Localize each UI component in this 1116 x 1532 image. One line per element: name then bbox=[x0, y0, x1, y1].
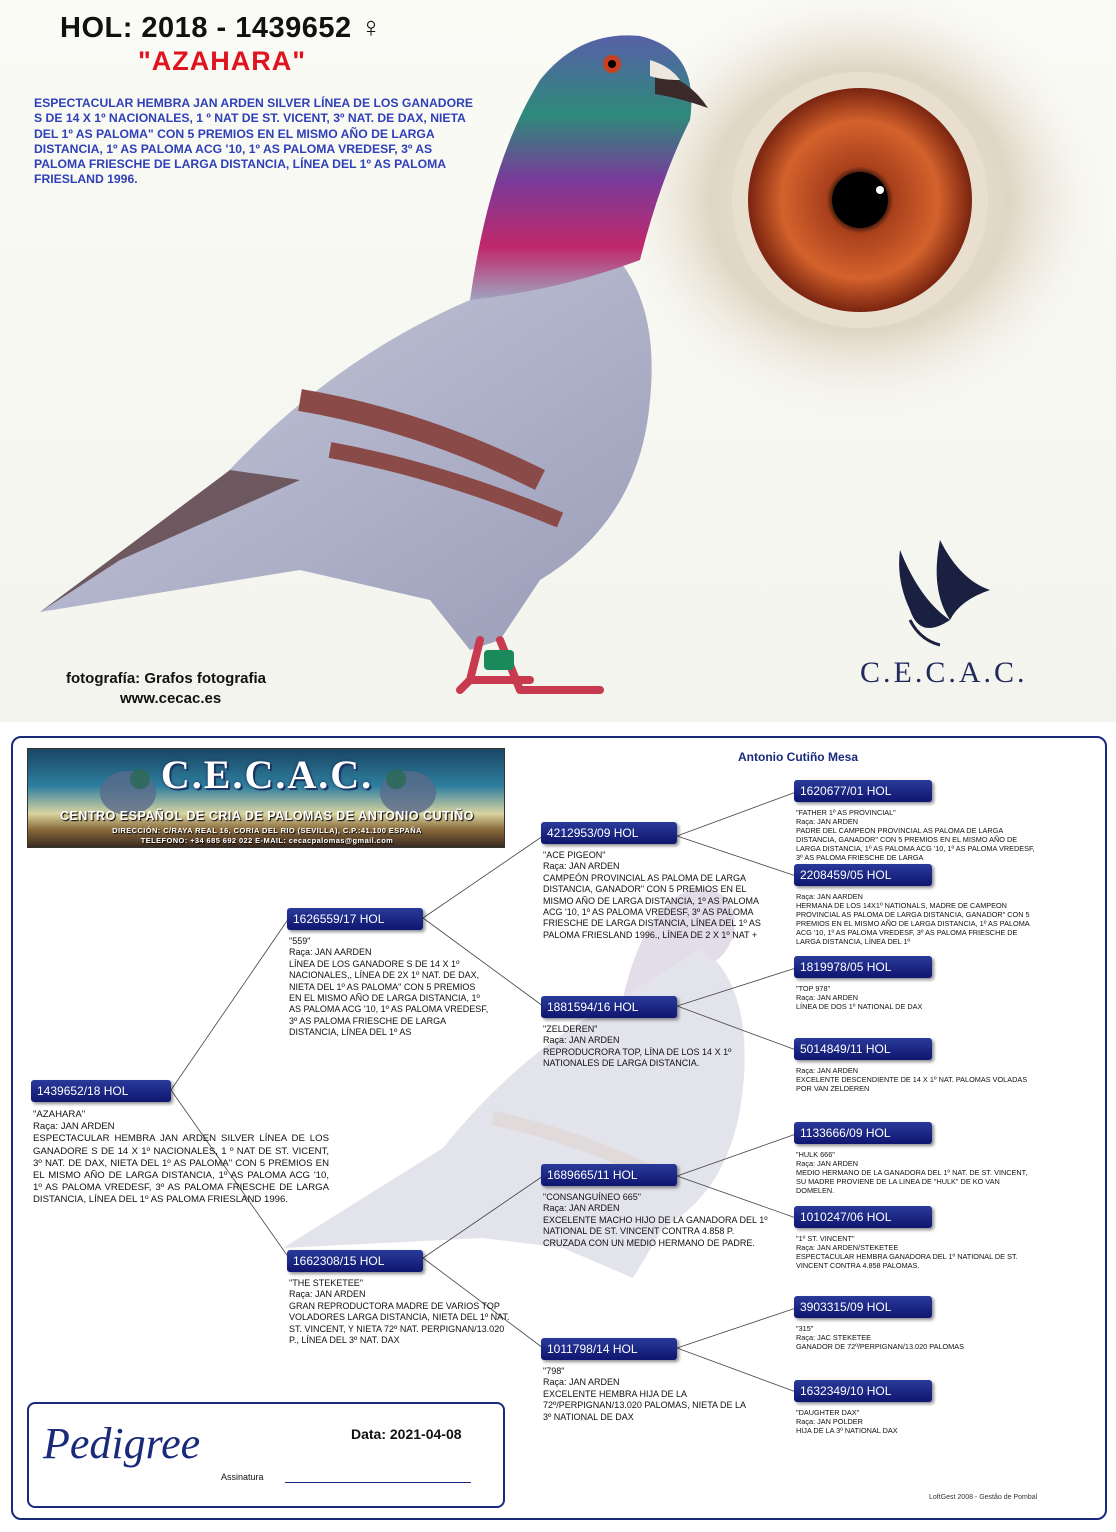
dds-info bbox=[796, 1324, 1036, 1351]
dss-info bbox=[796, 1150, 1036, 1195]
eye-closeup-image bbox=[610, 0, 1110, 420]
subject-info bbox=[33, 1109, 329, 1207]
pedigree-sheet bbox=[11, 736, 1107, 1520]
dsd-name: "1º ST. VINCENT" bbox=[796, 1234, 855, 1243]
dd-info bbox=[543, 1366, 753, 1423]
sire-ring[interactable]: 1626559/17 HOL bbox=[287, 908, 423, 930]
dsd-breed: Raça: JAN ARDEN/STEKETEE bbox=[796, 1243, 899, 1252]
subject-ring[interactable]: 1439652/18 HOL bbox=[31, 1080, 171, 1102]
ssd-ring[interactable]: 2208459/05 HOL bbox=[794, 864, 932, 886]
ddd-ring[interactable]: 1632349/10 HOL bbox=[794, 1380, 932, 1402]
dd-ring[interactable]: 1011798/14 HOL bbox=[541, 1338, 677, 1360]
ss-desc: CAMPEÓN PROVINCIAL AS PALOMA DE LARGA DISTANCIA, GANADOR" CON 5 PREMIOS EN EL MISMO AÑO DE LARGA DISTANCIA, 1º AS PALOMA ACG '10, 1º AS PALOMA VREDESF, 3º AS PALOMA FRIESCHE DE LARGA DISTANCIA, LÍNEA DEL 1º AS PALOMA FRIESLAND 1996., LÍNEA DE 2 X 1º NAT + bbox=[543, 872, 761, 940]
ssd-desc: HERMANA DE LOS 14X1º NATIONALS, MADRE DE CAMPEON PROVINCIAL AS PALOMA DE LARGA DISTANCIA, GANADOR" CON 5 PREMIOS EN EL MISMO AÑO DE LARGA DISTANCIA, 1º AS PALOMA ACG '10, 1º AS PALOMA VREDESF, 3º AS PALOMA FRIESCHE DE LARGA DISTANCIA, LÍNEA DEL 1º bbox=[796, 901, 1030, 946]
sdd-desc: EXCELENTE DESCENDIENTE DE 14 X 1º NAT. PALOMAS VOLADAS POR VAN ZELDEREN bbox=[796, 1075, 1028, 1093]
sdd-info bbox=[796, 1066, 1036, 1093]
dsd-desc: ESPECTACULAR HEMBRA GANADORA DEL 1º NATIONAL DE ST. VINCENT CONTRA 4.858 PALOMAS. bbox=[796, 1252, 1018, 1270]
banner-phone: TELEFONO: +34 685 692 022 E-MAIL: cecacpalomas@gmail.com bbox=[140, 836, 394, 845]
pigeon-description: ESPECTACULAR HEMBRA JAN ARDEN SILVER LÍNEA DE LOS GANADORE S DE 14 X 1º NACIONALES, 1 º NAT DE ST. VICENT, 3º NAT. DE DAX, NIETA DEL 1º AS PALOMA" CON 5 PREMIOS EN EL MISMO AÑO DE LARGA DISTANCIA, 1º AS PALOMA ACG '10, 1º AS PALOMA VREDESF, 3º AS PALOMA FRIESCHE DE LARGA DISTANCIA, LÍNEA DEL 1º AS PALOMA FRIESLAND 1996. bbox=[34, 96, 473, 187]
dds-name: "315" bbox=[796, 1324, 814, 1333]
dam-ring[interactable]: 1662308/15 HOL bbox=[287, 1250, 423, 1272]
sss-info bbox=[796, 808, 1036, 862]
ddd-desc: HIJA DE LA 3º NATIONAL DAX bbox=[796, 1426, 898, 1435]
photo-card bbox=[0, 0, 1116, 722]
cecac-logo-bird-icon bbox=[899, 540, 990, 645]
website-link[interactable]: www.cecac.es bbox=[120, 690, 222, 707]
dam-info bbox=[289, 1278, 515, 1346]
dds-breed: Raça: JAC STEKETEE bbox=[796, 1333, 872, 1342]
sd-name: "ZELDEREN" bbox=[543, 1024, 598, 1034]
signature-box bbox=[27, 1402, 505, 1508]
sds-name: "TOP 978" bbox=[796, 984, 831, 993]
ds-ring[interactable]: 1689665/11 HOL bbox=[541, 1164, 677, 1186]
dds-desc: GANADOR DE 72º/PERPIGNAN/13.020 PALOMAS bbox=[796, 1342, 964, 1351]
dam-breed: Raça: JAN ARDEN bbox=[289, 1289, 366, 1300]
dd-breed: Raça: JAN ARDEN bbox=[543, 1377, 620, 1388]
pigeon-name: "AZAHARA" bbox=[138, 46, 307, 76]
banner-logo: C.E.C.A.C. bbox=[160, 752, 374, 797]
ss-breed: Raça: JAN ARDEN bbox=[543, 861, 620, 872]
sss-breed: Raça: JAN ARDEN bbox=[796, 817, 859, 826]
sdd-ring[interactable]: 5014849/11 HOL bbox=[794, 1038, 932, 1060]
dsd-ring[interactable]: 1010247/06 HOL bbox=[794, 1206, 932, 1228]
banner-address: DIRECCIÓN: C/RAYA REAL 16, CORIA DEL RIO (SEVILLA), C.P.:41.100 ESPAÑA bbox=[112, 826, 422, 835]
breeder-name: Antonio Cutiño Mesa bbox=[738, 750, 858, 764]
ddd-info bbox=[796, 1408, 1036, 1435]
dsd-info bbox=[796, 1234, 1036, 1270]
sds-desc: LÍNEA DE DOS 1º NATIONAL DE DAX bbox=[796, 1002, 923, 1011]
footer-credit: LoftGest 2008 - Gestão de Pombal bbox=[929, 1494, 1038, 1501]
sd-info bbox=[543, 1024, 763, 1070]
ds-desc: EXCELENTE MACHO HIJO DE LA GANADORA DEL 1º NATIONAL DE ST. VINCENT CONTRA 4.858 P. CRUZADA CON UN MEDIO HERMANO DE PADRE. bbox=[543, 1214, 768, 1248]
ss-ring[interactable]: 4212953/09 HOL bbox=[541, 822, 677, 844]
signature-label: Assinatura bbox=[221, 1472, 264, 1482]
subject-name: "AZAHARA" bbox=[33, 1109, 86, 1120]
dss-name: "HULK 666" bbox=[796, 1150, 835, 1159]
sss-name: "FATHER 1º AS PROVINCIAL" bbox=[796, 808, 896, 817]
date-label: Data: 2021-04-08 bbox=[351, 1426, 462, 1442]
dss-ring[interactable]: 1133666/09 HOL bbox=[794, 1122, 932, 1144]
sds-info bbox=[796, 984, 1036, 1011]
dam-desc: GRAN REPRODUCTORA MADRE DE VARIOS TOP VOLADORES LARGA DISTANCIA, NIETA DEL 1º NAT. ST. VINCENT, Y NIETA 72º NAT. PERPIGNAN/13.020 P., LÍNEA DEL 3º NAT. DAX bbox=[289, 1300, 510, 1346]
ssd-info bbox=[796, 892, 1036, 946]
sire-name: "559" bbox=[289, 936, 311, 946]
sd-desc: REPRODUCRORA TOP, LÍNA DE LOS 14 X 1º NATIONALES DE LARGA DISTANCIA. bbox=[543, 1046, 732, 1069]
ddd-name: "DAUGHTER DAX" bbox=[796, 1408, 860, 1417]
ddd-breed: Raça: JAN POLDER bbox=[796, 1417, 863, 1426]
sds-breed: Raça: JAN ARDEN bbox=[796, 993, 859, 1002]
dd-name: "798" bbox=[543, 1366, 565, 1376]
dss-breed: Raça: JAN ARDEN bbox=[796, 1159, 859, 1168]
pedigree-logo: Pedigree bbox=[43, 1419, 201, 1468]
cecac-logo-text: C.E.C.A.C. bbox=[860, 656, 1028, 689]
ssd-breed: Raça: JAN AARDEN bbox=[796, 892, 863, 901]
ds-name: "CONSANGUÍNEO 665" bbox=[543, 1192, 641, 1202]
dd-desc: EXCELENTE HEMBRA HIJA DE LA 72º/PERPIGNAN/13.020 PALOMAS, NIETA DE LA 3º NATIONAL DE DAX bbox=[543, 1388, 746, 1422]
dds-ring[interactable]: 3903315/09 HOL bbox=[794, 1296, 932, 1318]
ss-info bbox=[543, 850, 763, 941]
sdd-breed: Raça: JAN ARDEN bbox=[796, 1066, 859, 1075]
sire-breed: Raça: JAN AARDEN bbox=[289, 947, 372, 958]
photo-credit: fotografía: Grafos fotografia bbox=[66, 670, 267, 687]
ds-info bbox=[543, 1192, 771, 1249]
subject-breed: Raça: JAN ARDEN bbox=[33, 1121, 115, 1133]
sire-desc: LÍNEA DE LOS GANADORE S DE 14 X 1º NACIONALES,, LÍNEA DE 2X 1º NAT. DE DAX, NIETA DEL 1º AS PALOMA" CON 5 PREMIOS EN EL MISMO AÑO DE LARGA DISTANCIA, 1º AS PALOMA ACG '10, 1º AS PALOMA VREDESF, 3º AS PALOMA FRIESCHE DE LARGA DISTANCIA, LÍNEA DEL 1º AS bbox=[289, 958, 489, 1038]
sds-ring[interactable]: 1819978/05 HOL bbox=[794, 956, 932, 978]
banner-subtitle: CENTRO ESPAÑOL DE CRIA DE PALOMAS DE ANTONIO CUTIÑO bbox=[60, 809, 474, 823]
dss-desc: MEDIO HERMANO DE LA GANADORA DEL 1º NAT. DE ST. VINCENT, SU MADRE PROVIENE DE LA LINEA DE "HULK" DE KO VAN DOMELEN. bbox=[796, 1168, 1028, 1195]
ss-name: "ACE PIGEON" bbox=[543, 850, 606, 860]
sd-ring[interactable]: 1881594/16 HOL bbox=[541, 996, 677, 1018]
sd-breed: Raça: JAN ARDEN bbox=[543, 1035, 620, 1046]
subject-desc: ESPECTACULAR HEMBRA JAN ARDEN SILVER LÍNEA DE LOS GANADORE S DE 14 X 1º NACIONALES, 1 º NAT DE ST. VICENT, 3º NAT. DE DAX, NIETA DEL 1º AS PALOMA" CON 5 PREMIOS EN EL MISMO AÑO DE LARGA DISTANCIA, 1º AS PALOMA ACG '10, 1º AS PALOMA VREDESF, 3º AS PALOMA FRIESCHE DE LARGA DISTANCIA, LÍNEA DEL 1º AS PALOMA FRIESLAND 1996. bbox=[33, 1133, 329, 1206]
sire-info bbox=[289, 936, 489, 1039]
dam-name: "THE STEKETEE" bbox=[289, 1278, 363, 1288]
signature-line[interactable] bbox=[285, 1482, 471, 1483]
sss-ring[interactable]: 1620677/01 HOL bbox=[794, 780, 932, 802]
sss-desc: PADRE DEL CAMPEON PROVINCIAL AS PALOMA DE LARGA DISTANCIA, GANADOR" CON 5 PREMIOS EN EL MISMO AÑO DE LARGA DISTANCIA, 1º AS PALOMA ACG '10, 1º AS PALOMA VREDESF, 3º AS PALOMA FRIESCHE DE LARGA bbox=[796, 826, 1035, 862]
ds-breed: Raça: JAN ARDEN bbox=[543, 1203, 620, 1214]
ring-title: HOL: 2018 - 1439652 ♀ bbox=[60, 12, 383, 44]
